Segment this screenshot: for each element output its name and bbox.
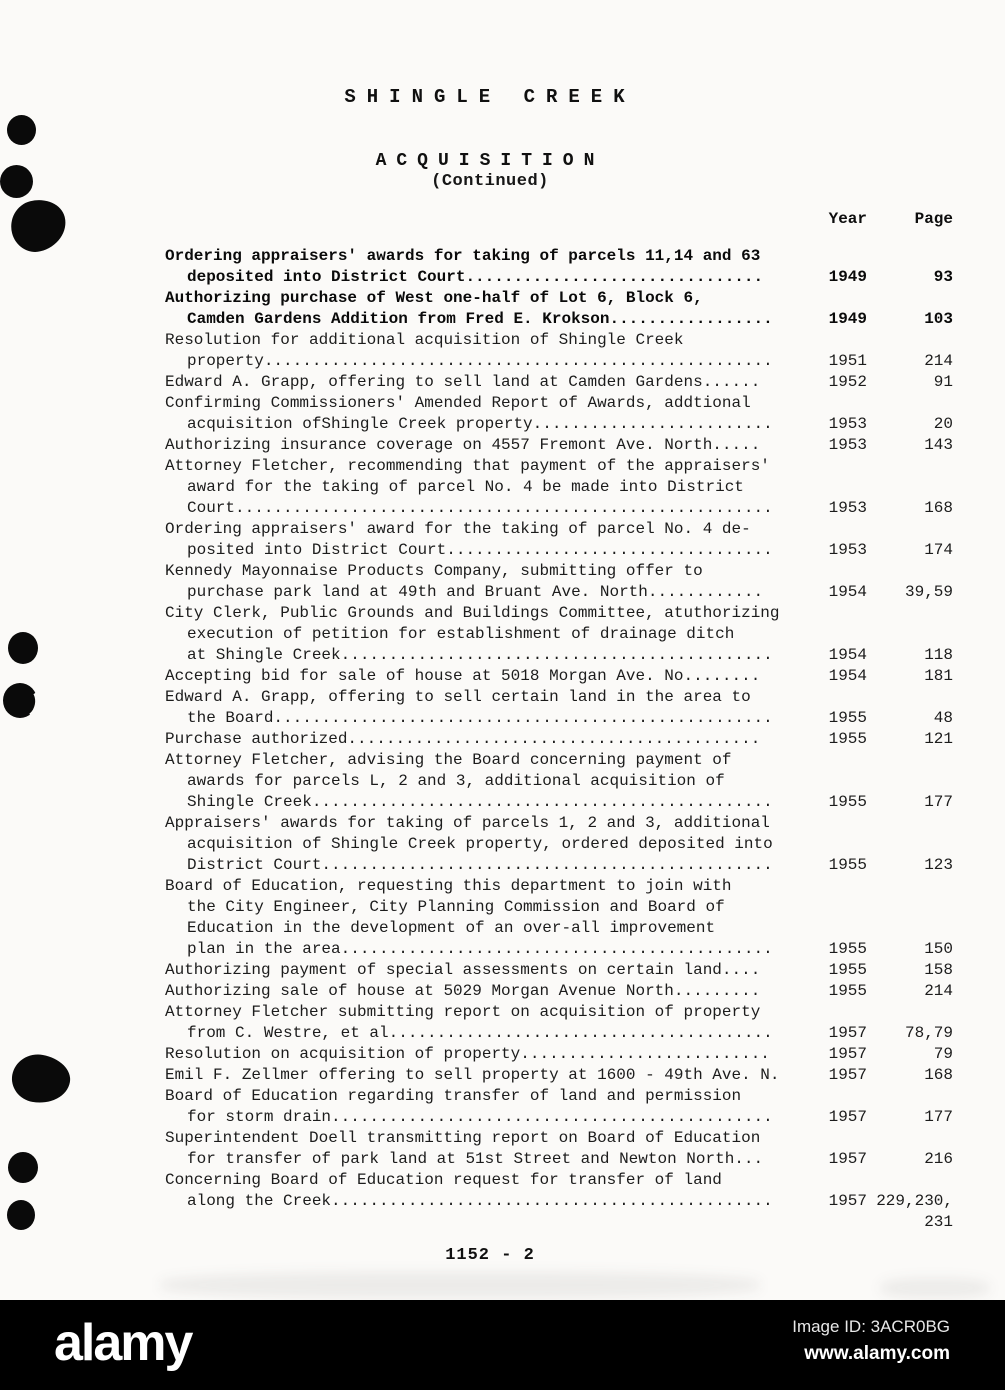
- entry-year: 1952: [828, 373, 867, 391]
- entry-year: 1954: [828, 667, 867, 685]
- entry-text: for storm drain..............................................: [187, 1108, 773, 1126]
- entry-text: City Clerk, Public Grounds and Buildings Committee, atuthorizing: [165, 604, 780, 622]
- entry-text: from C. Westre, et al........................................: [187, 1024, 773, 1042]
- index-entry-line: [165, 813, 953, 834]
- entry-text: property.....................................................: [187, 352, 773, 370]
- index-entry-line: [165, 1107, 953, 1128]
- entry-page: 158: [924, 961, 953, 979]
- entry-year: [805, 1086, 867, 1107]
- entry-year: 1957: [828, 1045, 867, 1063]
- entry-year: [805, 624, 867, 645]
- entry-text: Board of Education, requesting this department to join with: [165, 877, 732, 895]
- entry-year: [805, 561, 867, 582]
- entry-text: Appraisers' awards for taking of parcels 1, 2 and 3, additional: [165, 814, 770, 832]
- entry-text: award for the taking of parcel No. 4 be made into District: [187, 478, 744, 496]
- entry-page: 216: [924, 1150, 953, 1168]
- entry-year: [805, 897, 867, 918]
- entry-page: 78,79: [904, 1024, 953, 1042]
- index-entry-line: [165, 582, 953, 603]
- entry-year: [805, 246, 867, 267]
- index-entry-line: [165, 267, 953, 288]
- index-entry-line: [165, 1002, 953, 1023]
- entry-page: [867, 330, 953, 351]
- entry-text: Resolution on acquisition of property..........................: [165, 1045, 770, 1063]
- entry-year: [805, 1002, 867, 1023]
- watermark-url: www.alamy.com: [804, 1343, 950, 1364]
- entry-year: [805, 288, 867, 309]
- index-entry-line: [165, 1086, 953, 1107]
- index-entry-line: [165, 393, 953, 414]
- index-entry-line: [165, 246, 953, 267]
- entry-text: Attorney Fletcher submitting report on acquisition of property: [165, 1003, 761, 1021]
- entry-year: 1953: [828, 499, 867, 517]
- entry-year: [805, 603, 867, 624]
- column-header-year: Year: [828, 210, 867, 228]
- entry-year: 1957: [828, 1066, 867, 1084]
- entry-year: 1957: [828, 1108, 867, 1126]
- entry-page: 93: [933, 268, 953, 286]
- entry-year: 1957: [828, 1024, 867, 1042]
- index-entry-line: [165, 477, 953, 498]
- entry-page: 39,59: [904, 583, 953, 601]
- entry-text: Edward A. Grapp, offering to sell land at Camden Gardens......: [165, 373, 761, 391]
- entry-year: 1957: [828, 1192, 867, 1210]
- index-entry-line: [165, 1149, 953, 1170]
- entry-year: [805, 813, 867, 834]
- entry-year: [805, 687, 867, 708]
- entry-text: Authorizing insurance coverage on 4557 Fremont Ave. North.....: [165, 436, 761, 454]
- entry-text: posited into District Court..................................: [187, 541, 773, 559]
- entry-page: 168: [924, 1066, 953, 1084]
- index-entry-line: [165, 876, 953, 897]
- entry-year: [805, 834, 867, 855]
- entry-text: acquisition of Shingle Creek property, ordered deposited into: [187, 835, 773, 853]
- index-entry-line: [165, 708, 953, 729]
- scan-smudge: [880, 1278, 990, 1298]
- entry-page: [867, 1086, 953, 1107]
- index-entry-line: [165, 939, 953, 960]
- entry-page: 118: [924, 646, 953, 664]
- index-entry-line: [165, 855, 953, 876]
- entry-year: [805, 918, 867, 939]
- entry-page: 150: [924, 940, 953, 958]
- entry-year: 1955: [828, 982, 867, 1000]
- index-entry-line: [165, 603, 953, 624]
- entry-page: [867, 750, 953, 771]
- image-id-label: Image ID: 3ACR0BG: [792, 1317, 950, 1336]
- entry-text: Concerning Board of Education request for transfer of land: [165, 1171, 722, 1189]
- index-entry-line: [165, 1212, 953, 1233]
- entry-text: Resolution for additional acquisition of Shingle Creek: [165, 331, 684, 349]
- entry-page: [867, 876, 953, 897]
- column-header-spacer: [165, 209, 805, 230]
- index-entries: [165, 246, 953, 1233]
- entry-page: 168: [924, 499, 953, 517]
- entry-text: Board of Education regarding transfer of land and permission: [165, 1087, 742, 1105]
- entry-text: Court........................................................: [187, 499, 773, 517]
- index-entry-line: [165, 288, 953, 309]
- entry-page: [867, 477, 953, 498]
- entry-page: [867, 771, 953, 792]
- entry-page: [867, 813, 953, 834]
- entry-page: 214: [924, 352, 953, 370]
- entry-year: 1953: [828, 436, 867, 454]
- section-heading: ACQUISITION: [375, 151, 605, 171]
- entry-text: Authorizing payment of special assessments on certain land....: [165, 961, 761, 979]
- column-header-page: Page: [914, 210, 953, 228]
- entry-page: [867, 834, 953, 855]
- page-title: SHINGLE CREEK: [344, 86, 636, 108]
- entry-year: [805, 456, 867, 477]
- entry-page: 79: [933, 1045, 953, 1063]
- entry-page: 103: [924, 310, 953, 328]
- index-entry-line: [165, 729, 953, 750]
- entry-year: 1951: [828, 352, 867, 370]
- entry-page: [867, 1128, 953, 1149]
- index-entry-line: [165, 561, 953, 582]
- entry-page: 177: [924, 793, 953, 811]
- entry-page: 174: [924, 541, 953, 559]
- entry-text: Superintendent Doell transmitting report on Board of Education: [165, 1129, 761, 1147]
- entry-page: 231: [924, 1213, 953, 1231]
- watermark-bar: [0, 1300, 1005, 1390]
- entry-text: the City Engineer, City Planning Commission and Board of: [187, 898, 725, 916]
- index-entry-line: [165, 1065, 953, 1086]
- entry-year: 1955: [828, 793, 867, 811]
- index-entry-line: [165, 897, 953, 918]
- entry-text: along the Creek..............................................: [187, 1192, 773, 1210]
- entry-year: 1949: [828, 268, 867, 286]
- entry-year: [805, 477, 867, 498]
- entry-page: 214: [924, 982, 953, 1000]
- index-entry-line: [165, 645, 953, 666]
- entry-text: Attorney Fletcher, advising the Board concerning payment of: [165, 751, 732, 769]
- entry-year: 1954: [828, 646, 867, 664]
- index-entry-line: [165, 1128, 953, 1149]
- index-entry-line: [165, 1023, 953, 1044]
- entry-page: [867, 918, 953, 939]
- entry-year: 1949: [828, 310, 867, 328]
- index-entry-line: [165, 666, 953, 687]
- entry-page: 181: [924, 667, 953, 685]
- page-number: 1152 - 2: [445, 1246, 535, 1265]
- entry-year: [805, 519, 867, 540]
- entry-text: District Court...............................................: [187, 856, 773, 874]
- entry-page: [867, 288, 953, 309]
- entry-year: 1955: [828, 940, 867, 958]
- index-entry-line: [165, 498, 953, 519]
- index-entry-line: [165, 918, 953, 939]
- entry-page: 229,230,: [876, 1192, 953, 1210]
- entry-text: Edward A. Grapp, offering to sell certain land in the area to: [165, 688, 751, 706]
- entry-text: Purchase authorized...........................................: [165, 730, 761, 748]
- entry-text: the Board....................................................: [187, 709, 773, 727]
- entry-text: Shingle Creek................................................: [187, 793, 773, 811]
- entry-text: Confirming Commissioners' Amended Report of Awards, addtional: [165, 394, 751, 412]
- entry-page: 121: [924, 730, 953, 748]
- entry-year: [805, 1170, 867, 1191]
- entry-text: Ordering appraisers' award for the taking of parcel No. 4 de-: [165, 520, 751, 538]
- entry-text: purchase park land at 49th and Bruant Ave. North............: [187, 583, 764, 601]
- entry-page: [867, 1170, 953, 1191]
- entry-year: [805, 1128, 867, 1149]
- entry-year: 1953: [828, 415, 867, 433]
- index-entry-line: [165, 1191, 953, 1212]
- index-entry-line: [165, 330, 953, 351]
- entry-year: [805, 876, 867, 897]
- entry-text: plan in the area.............................................: [187, 940, 773, 958]
- entry-page: [867, 561, 953, 582]
- entry-text: deposited into District Court...............................: [187, 268, 764, 286]
- entry-year: [805, 393, 867, 414]
- index-entry-line: [165, 624, 953, 645]
- entry-text: for transfer of park land at 51st Street and Newton North...: [187, 1150, 764, 1168]
- index-entry-line: [165, 351, 953, 372]
- entry-year: 1954: [828, 583, 867, 601]
- index-entry-line: [165, 540, 953, 561]
- index-entry-line: [165, 834, 953, 855]
- entry-year: [805, 330, 867, 351]
- entry-year: [805, 750, 867, 771]
- index-entry-line: [165, 981, 953, 1002]
- index-entry-line: [165, 414, 953, 435]
- entry-page: 143: [924, 436, 953, 454]
- index-entry-line: [165, 435, 953, 456]
- entry-year: [805, 771, 867, 792]
- entry-year: 1955: [828, 961, 867, 979]
- entry-text: Emil F. Zellmer offering to sell property at 1600 - 49th Ave. N.: [165, 1066, 780, 1084]
- entry-text: Camden Gardens Addition from Fred E. Krokson.................: [187, 310, 773, 328]
- entry-text: acquisition ofShingle Creek property.........................: [187, 415, 773, 433]
- entry-text: Ordering appraisers' awards for taking of parcels 11,14 and 63: [165, 247, 761, 265]
- alamy-logo: alamy: [54, 1314, 192, 1372]
- entry-page: [867, 624, 953, 645]
- entry-text: Kennedy Mayonnaise Products Company, submitting offer to: [165, 562, 703, 580]
- index-entry-line: [165, 750, 953, 771]
- index-entry-line: [165, 1170, 953, 1191]
- entry-page: 20: [933, 415, 953, 433]
- entry-page: [867, 246, 953, 267]
- entry-year: 1955: [828, 730, 867, 748]
- entry-text: awards for parcels L, 2 and 3, additional acquisition of: [187, 772, 725, 790]
- entry-page: 91: [933, 373, 953, 391]
- entry-page: [867, 456, 953, 477]
- entry-text: Authorizing purchase of West one-half of Lot 6, Block 6,: [165, 289, 703, 307]
- index-entry-line: [165, 687, 953, 708]
- entry-year: 1955: [828, 856, 867, 874]
- entry-year: [805, 1212, 867, 1233]
- entry-text: Accepting bid for sale of house at 5018 Morgan Ave. No........: [165, 667, 761, 685]
- entry-text: Attorney Fletcher, recommending that payment of the appraisers': [165, 457, 770, 475]
- entry-page: 177: [924, 1108, 953, 1126]
- entry-year: 1957: [828, 1150, 867, 1168]
- entry-page: [867, 393, 953, 414]
- entry-page: [867, 1002, 953, 1023]
- index-entry-line: [165, 456, 953, 477]
- entry-page: 48: [933, 709, 953, 727]
- entry-year: 1953: [828, 541, 867, 559]
- watermark-info: [792, 1314, 950, 1368]
- index-entry-line: [165, 1044, 953, 1065]
- entry-page: [867, 603, 953, 624]
- entry-page: [867, 687, 953, 708]
- index-entry-line: [165, 372, 953, 393]
- entry-page: [867, 897, 953, 918]
- entry-page: 123: [924, 856, 953, 874]
- column-headers: [165, 209, 953, 230]
- scan-smudge: [160, 1272, 760, 1298]
- entry-text: Education in the development of an over-all improvement: [187, 919, 716, 937]
- entry-text: execution of petition for establishment of drainage ditch: [187, 625, 735, 643]
- index-entry-line: [165, 519, 953, 540]
- index-entry-line: [165, 309, 953, 330]
- entry-text: at Shingle Creek.............................................: [187, 646, 773, 664]
- entry-text: Authorizing sale of house at 5029 Morgan Avenue North.........: [165, 982, 761, 1000]
- entry-year: 1955: [828, 709, 867, 727]
- section-note: (Continued): [431, 172, 549, 191]
- index-entry-line: [165, 960, 953, 981]
- index-entry-line: [165, 771, 953, 792]
- entry-text: [165, 1212, 805, 1233]
- entry-page: [867, 519, 953, 540]
- index-entry-line: [165, 792, 953, 813]
